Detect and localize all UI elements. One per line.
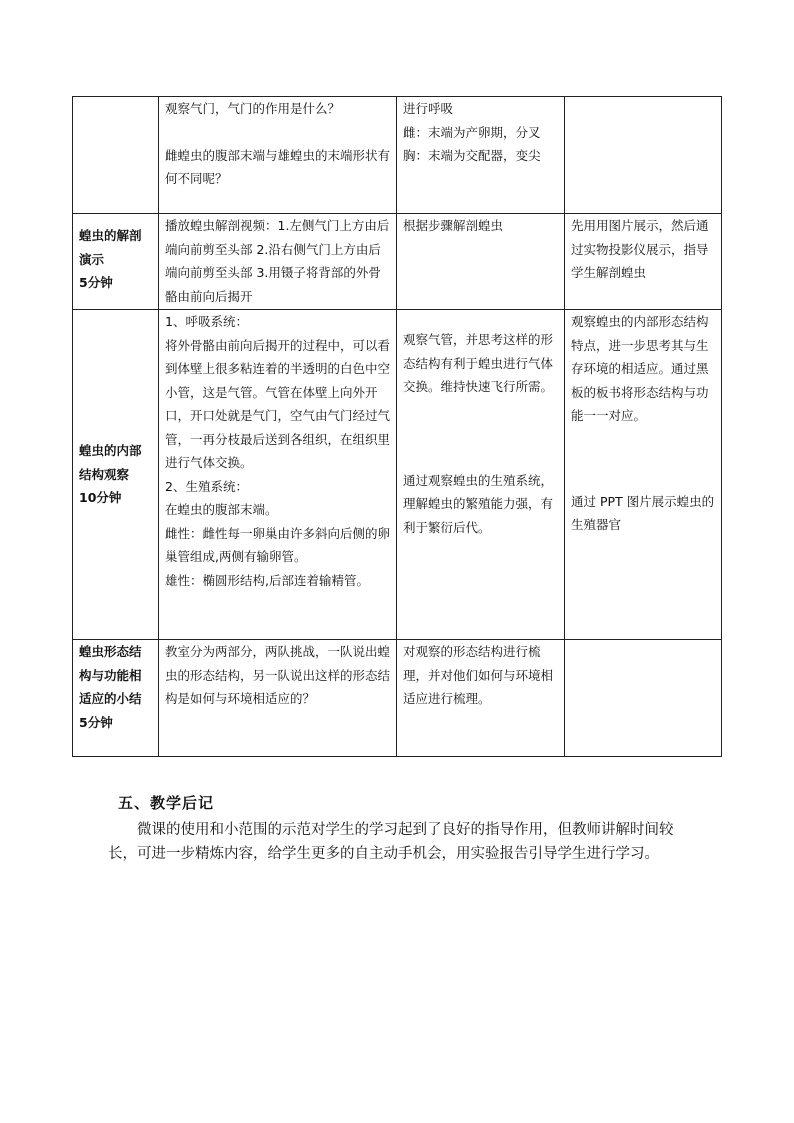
teacher-activity-text-2: 雌蝗虫的腹部末端与雄蝗虫的末端形状有何不同呢？ [165,147,391,186]
section-title: 五、教学后记 [118,794,215,812]
teacher-activity-cell: 播放蝗虫解剖视频：1.左侧气门上方由后端向前剪至头部 2.沿右侧气门上方由后端向前剪至头部 3.用镊子将背部的外骨骼由前向后揭开 [159,214,397,310]
teacher-activity-cell: 1、呼吸系统： 将外骨骼由前向后揭开的过程中，可以看到体壁上很多粘连着的半透明的白色中空小管，这是气管。气管在体壁上向外开口，开口处就是气门，空气由气门经过气管，一再分枝最后送到各组织，在组织里进行气体交换。 2、生殖系统： 在蝗虫的腹部末端。 雌性：雌性每一卵巢由许多斜向后侧的卵巢管组成,两侧有输卵管。 雄性：椭圆形结构,后部连着输精管。 [159,310,397,640]
design-intent-cell [565,310,722,640]
design-intent-text-2: 通过 PPT 图片展示蝗虫的生殖器官 [571,493,715,532]
student-activity-text: 观察气管，并思考这样的形态结构有利于蝗虫进行气体交换。维持快速飞行所需。 [403,332,554,394]
lesson-plan-table [72,96,722,757]
student-activity-cell: 对观察的形态结构进行梳理，并对他们如何与环境相适应进行梳理。 [397,640,565,757]
table-row [73,640,722,757]
reflection-paragraph: 微课的使用和小范围的示范对学生的学习起到了良好的指导作用，但教师讲解时间较长，可进一步精炼内容，给学生更多的自主动手机会，用实验报告引导学生进行学习。 [108,822,674,862]
teacher-activity-cell [159,97,397,214]
table-row [73,214,722,310]
teacher-activity-text: 观察气门，气门的作用是什么？ [165,101,341,116]
student-activity-cell: 根据步骤解剖蝗虫 [397,214,565,310]
design-intent-cell: 先用用图片展示，然后通过实物投影仪展示，指导学生解剖蝗虫 [565,214,722,310]
design-intent-text: 观察蝗虫的内部形态结构特点，进一步思考其与生存环境的相适应。通过黑板的板书将形态结构与功能一一对应。 [571,314,709,423]
student-activity-cell: 进行呼吸 雌：末端为产卵期，分叉 胸：末端为交配器，变尖 [397,97,565,214]
table-row [73,310,722,640]
design-intent-cell [565,640,722,757]
teacher-activity-cell: 教室分为两部分，两队挑战，一队说出蝗虫的形态结构，另一队说出这样的形态结构是如何与环境相适应的？ [159,640,397,757]
student-activity-text-2: 通过观察蝗虫的生殖系统，理解蝗虫的繁殖能力强，有利于繁衍后代。 [403,472,554,535]
stage-cell: 蝗虫形态结构与功能相适应的小结 5分钟 [73,640,159,757]
stage-cell [73,97,159,214]
design-intent-cell [565,97,722,214]
student-activity-cell [397,310,565,640]
stage-cell: 蝗虫的解剖演示 5分钟 [73,214,159,310]
table-row [73,97,722,214]
stage-cell: 蝗虫的内部结构观察 10分钟 [73,310,159,640]
